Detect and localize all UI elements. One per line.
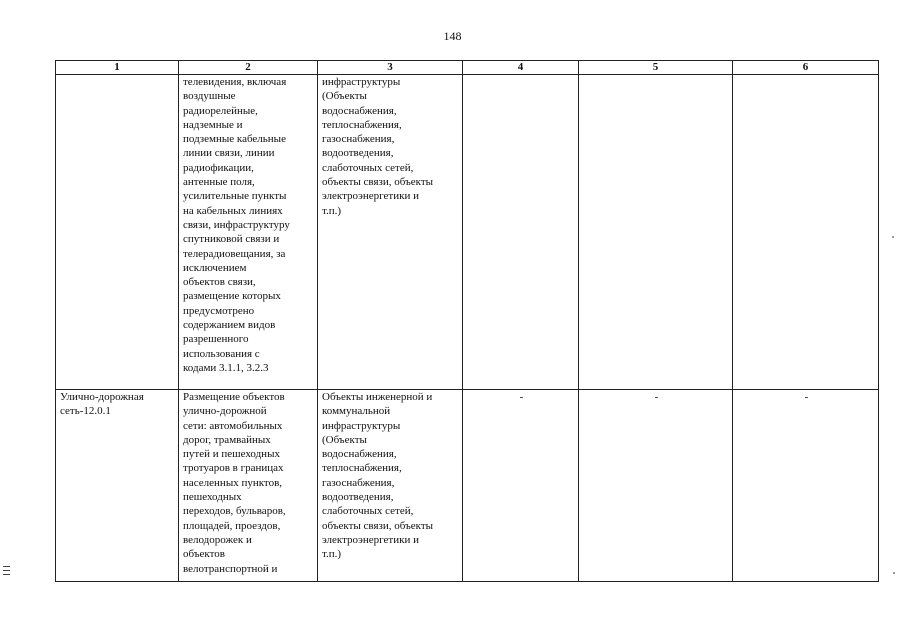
cell-col6 [733, 75, 879, 390]
cell-col4: - [463, 390, 579, 582]
cell-permitted-objects: инфраструктуры (Объекты водоснабжения, теплоснабжения, газоснабжения, водоотведения, слаботочных сетей, объекты связи, объекты электроэнергетики и т.п.) [318, 75, 463, 390]
cell-col5 [579, 75, 733, 390]
column-header-5: 5 [579, 61, 733, 75]
scan-speck [892, 236, 894, 238]
binding-mark [3, 566, 10, 578]
cell-col5: - [579, 390, 733, 582]
cell-land-use-type [56, 75, 179, 390]
cell-description: Размещение объектов улично-дорожной сети: автомобильных дорог, трамвайных путей и пешеходных тротуаров в границах населенных пунктов, пешеходных переходов, бульваров, площадей, проездов, велодорожек и объектов велотранспортной и [179, 390, 318, 582]
page-number: 148 [443, 29, 462, 43]
cell-permitted-objects: Объекты инженерной и коммунальной инфраструктуры (Объекты водоснабжения, теплоснабжения, газоснабжения, водоотведения, слаботочных сетей, объекты связи, объекты электроэнергетики и т.п.) [318, 390, 463, 582]
cell-land-use-type: Улично-дорожная сеть-12.0.1 [56, 390, 179, 582]
cell-description: телевидения, включая воздушные радиорелейные, надземные и подземные кабельные линии связи, линии радиофикации, антенные поля, усилительные пункты на кабельных линиях связи, инфраструктуру спутниковой связи и телерадиовещания, за исключением объектов связи, размещение которых предусмотрено содержанием видов разрешенного использования с кодами 3.1.1, 3.2.3 [179, 75, 318, 390]
cell-col4 [463, 75, 579, 390]
column-header-2: 2 [179, 61, 318, 75]
scan-speck [893, 572, 895, 574]
table-row [56, 75, 879, 390]
cell-col6: - [733, 390, 879, 582]
column-header-6: 6 [733, 61, 879, 75]
column-header-4: 4 [463, 61, 579, 75]
column-header-1: 1 [56, 61, 179, 75]
regulation-table [55, 60, 879, 582]
table-header-row [56, 61, 879, 75]
table-row [56, 390, 879, 582]
column-header-3: 3 [318, 61, 463, 75]
